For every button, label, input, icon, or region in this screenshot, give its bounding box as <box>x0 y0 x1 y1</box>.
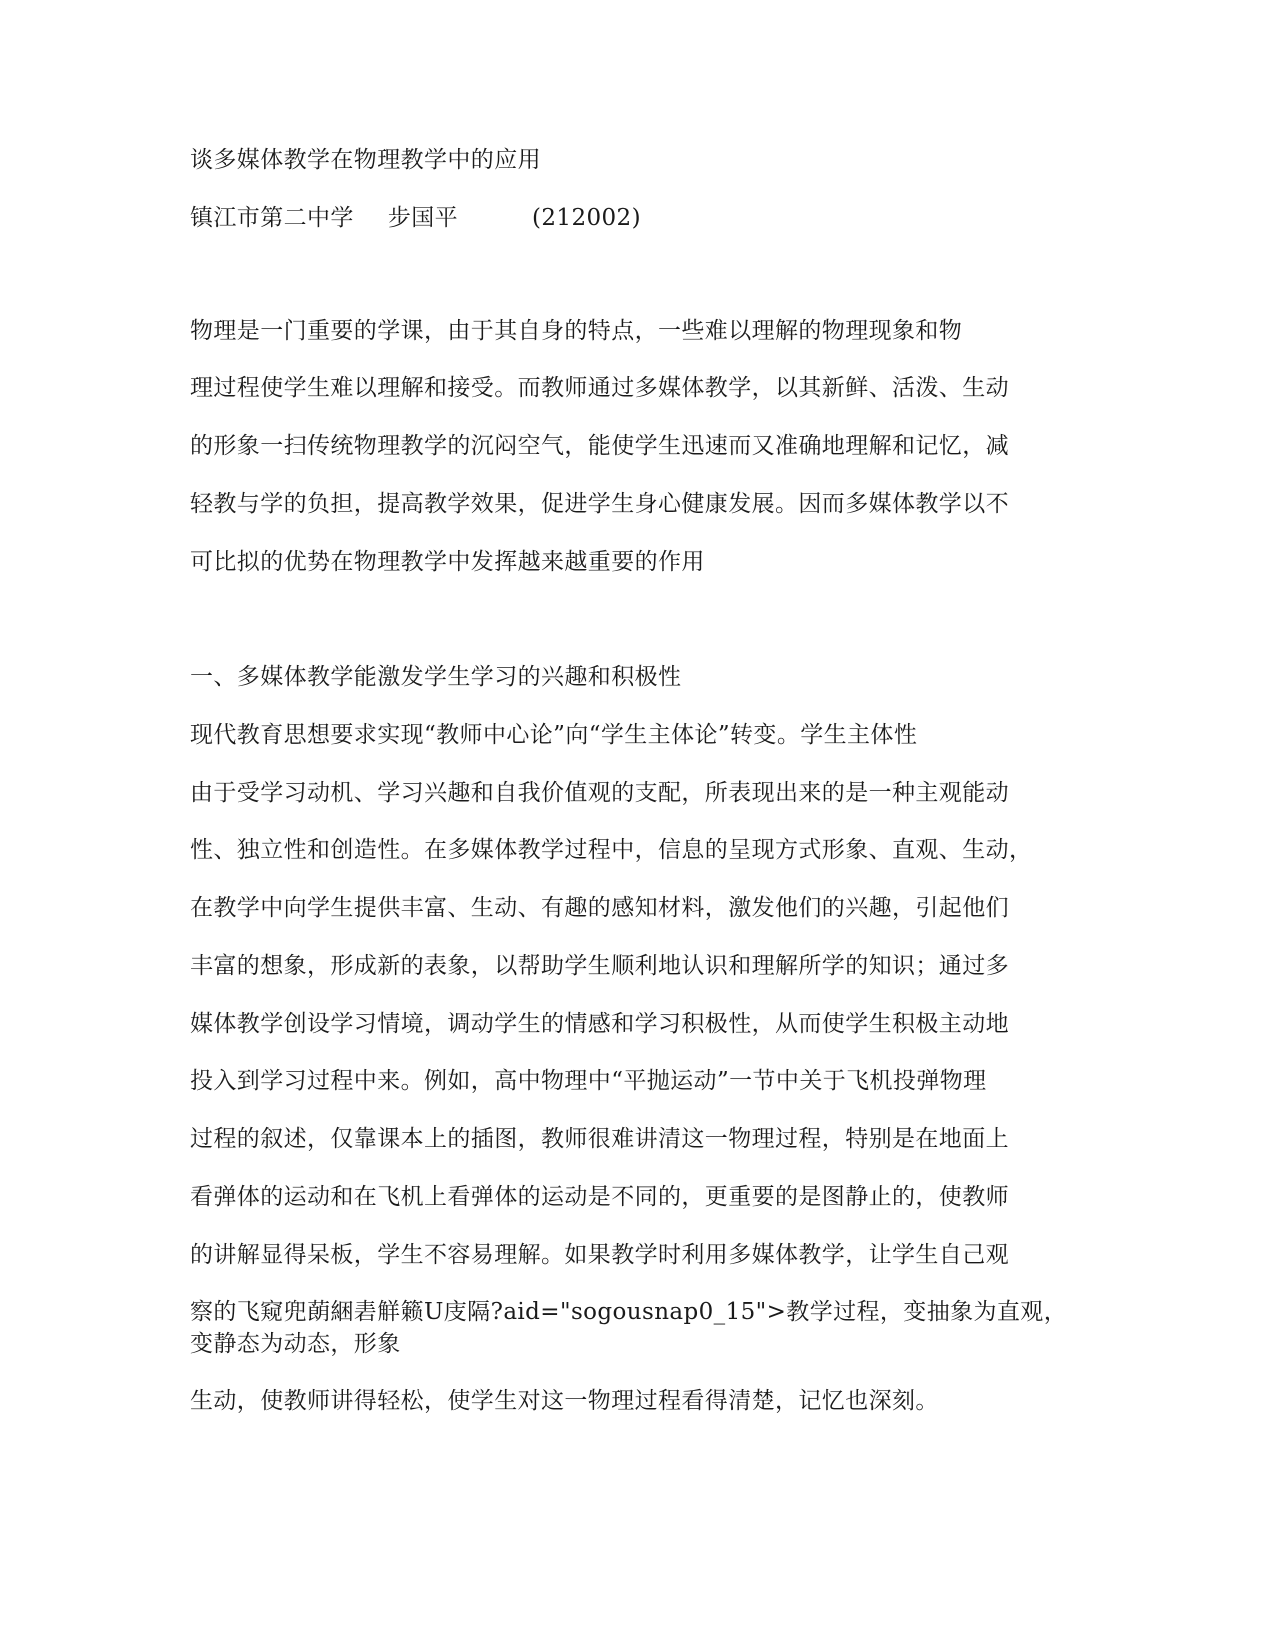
section-heading: 一、多媒体教学能激发学生学习的兴趣和积极性 <box>190 664 682 690</box>
author-name: 步国平 <box>387 205 459 231</box>
author-school: 镇江市第二中学 <box>190 205 354 231</box>
document-title: 谈多媒体教学在物理教学中的应用 <box>190 147 541 173</box>
intro-line: 可比拟的优势在物理教学中发挥越来越重要的作用 <box>190 549 705 575</box>
body-line: 媒体教学创设学习情境，调动学生的情感和学习积极性，从而使学生积极主动地 <box>190 1011 1009 1037</box>
author-line <box>190 203 641 233</box>
body-line: 在教学中向学生提供丰富、生动、有趣的感知材料，激发他们的兴趣，引起他们 <box>190 895 1009 921</box>
intro-line: 轻教与学的负担，提高教学效果，促进学生身心健康发展。因而多媒体教学以不 <box>190 491 1009 517</box>
garbled-body-line: 察的飞窥兜蓢綑砉觧籁U庋隔?aid="sogousnap0_15">教学过程，变抽象为直观，变静态为动态，形象 <box>190 1299 1068 1357</box>
body-line-last: 生动，使教师讲得轻松，使学生对这一物理过程看得清楚，记忆也深刻。 <box>190 1388 939 1414</box>
intro-line: 的形象一扫传统物理教学的沉闷空气，能使学生迅速而又准确地理解和记忆，减 <box>190 433 1009 459</box>
body-line: 由于受学习动机、学习兴趣和自我价值观的支配，所表现出来的是一种主观能动 <box>190 780 1009 806</box>
intro-line: 物理是一门重要的学课，由于其自身的特点，一些难以理解的物理现象和物 <box>190 318 963 344</box>
body-line: 过程的叙述，仅靠课本上的插图，教师很难讲清这一物理过程，特别是在地面上 <box>190 1126 1009 1152</box>
body-line: 现代教育思想要求实现“教师中心论”向“学生主体论”转变。学生主体性 <box>190 722 918 748</box>
body-line: 丰富的想象，形成新的表象，以帮助学生顺利地认识和理解所学的知识；通过多 <box>190 953 1009 979</box>
body-line: 投入到学习过程中来。例如，高中物理中“平抛运动”一节中关于飞机投弹物理 <box>190 1068 987 1094</box>
author-postcode: (212002) <box>532 205 641 231</box>
body-line: 的讲解显得呆板，学生不容易理解。如果教学时利用多媒体教学，让学生自己观 <box>190 1242 1009 1268</box>
body-line: 看弹体的运动和在飞机上看弹体的运动是不同的，更重要的是图静止的，使教师 <box>190 1184 1009 1210</box>
intro-line: 理过程使学生难以理解和接受。而教师通过多媒体教学，以其新鲜、活泼、生动 <box>190 375 1009 401</box>
body-line: 性、独立性和创造性。在多媒体教学过程中，信息的呈现方式形象、直观、生动， <box>190 837 1033 863</box>
